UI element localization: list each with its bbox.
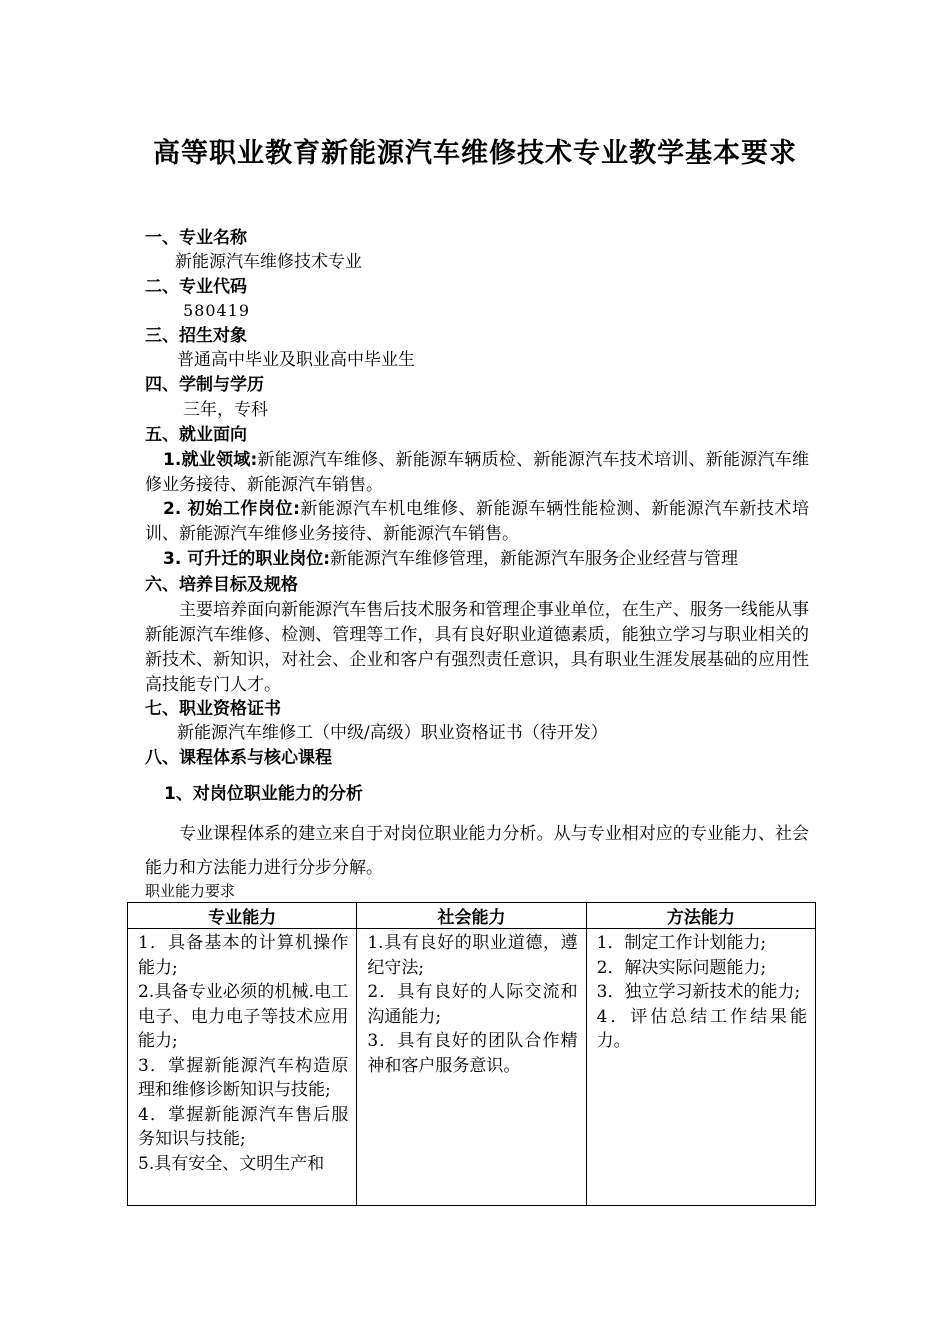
list-item: 1.具有良好的职业道德，遵纪守法; <box>367 933 578 978</box>
employment-item-2 <box>145 497 809 547</box>
employment-item-2-text: 新能源汽车机电维修、新能源车辆性能检测、新能源汽车新技术培训、新能源汽车维修业务接待、新能源汽车销售。 <box>145 499 809 544</box>
method-ability-cell <box>586 929 815 1206</box>
ability-table <box>127 902 816 1206</box>
enrollment-target: 普通高中毕业及职业高中毕业生 <box>177 350 415 370</box>
section-2-heading: 二、专业代码 <box>145 277 247 297</box>
employment-item-3-label: 3. 可升迁的职业岗位: <box>163 549 331 569</box>
qualification-cert: 新能源汽车维修工（中级/高级）职业资格证书（待开发） <box>177 723 608 743</box>
list-item: 2．具有良好的人际交流和沟通能力; <box>367 982 578 1027</box>
analysis-text: 专业课程体系的建立来自于对岗位职业能力分析。从与专业相对应的专业能力、社会能力和方法能力进行分步分解。 <box>145 824 809 878</box>
table-header: 社会能力 <box>357 903 586 929</box>
list-item: 3．具有良好的团队合作精神和客户服务意识。 <box>367 1031 578 1076</box>
list-item: 4．评估总结工作结果能力。 <box>596 1006 807 1051</box>
table-caption: 职业能力要求 <box>145 882 236 900</box>
duration-degree: 三年，专科 <box>183 400 268 420</box>
section-7-heading: 七、职业资格证书 <box>145 699 281 719</box>
section-6-heading: 六、培养目标及规格 <box>145 575 298 595</box>
employment-item-1-text: 新能源汽车维修、新能源车辆质检、新能源汽车技术培训、新能源汽车维修业务接待、新能源汽车销售。 <box>145 450 809 495</box>
major-code: 580419 <box>183 301 251 320</box>
list-item: 4．掌握新能源汽车售后服务知识与技能; <box>138 1104 349 1149</box>
subsection-heading: 1、对岗位职业能力的分析 <box>164 784 363 804</box>
page-title: 高等职业教育新能源汽车维修技术专业教学基本要求 <box>153 138 797 169</box>
social-ability-cell <box>357 929 586 1206</box>
section-1-heading: 一、专业名称 <box>145 228 247 248</box>
table-header: 方法能力 <box>586 903 815 929</box>
professional-ability-cell <box>128 929 357 1206</box>
list-item: 2．解决实际问题能力; <box>596 957 767 978</box>
list-item: 3．掌握新能源汽车构造原理和维修诊断知识与技能; <box>138 1055 349 1100</box>
section-5-heading: 五、就业面向 <box>145 425 247 445</box>
table-header: 专业能力 <box>128 903 357 929</box>
employment-item-2-label: 2. 初始工作岗位: <box>163 499 300 519</box>
training-goal: 主要培养面向新能源汽车售后技术服务和管理企事业单位，在生产、服务一线能从事新能源汽车维修、检测、管理等工作，具有良好职业道德素质，能独立学习与职业相关的新技术、新知识，对社会、企业和客户有强烈责任意识，具有职业生涯发展基础的应用性高技能专门人才。 <box>145 600 809 695</box>
list-item: 2.具备专业必须的机械.电工电子、电力电子等技术应用能力; <box>138 982 349 1051</box>
section-8-heading: 八、课程体系与核心课程 <box>145 748 332 768</box>
list-item: 5.具有安全、文明生产和 <box>138 1153 325 1174</box>
employment-item-1 <box>145 448 809 498</box>
section-3-heading: 三、招生对象 <box>145 326 247 346</box>
section-4-heading: 四、学制与学历 <box>145 375 264 395</box>
employment-item-3-text: 新能源汽车维修管理，新能源汽车服务企业经营与管理 <box>330 549 739 569</box>
list-item: 3．独立学习新技术的能力; <box>596 982 801 1002</box>
list-item: 1．制定工作计划能力; <box>596 933 767 953</box>
list-item: 1．具备基本的计算机操作能力; <box>138 933 349 978</box>
table-row <box>128 929 816 1206</box>
major-name: 新能源汽车维修技术专业 <box>175 252 362 272</box>
table-header-row <box>128 903 816 929</box>
employment-item-1-label: 1.就业领域: <box>163 450 258 470</box>
employment-item-3 <box>145 547 809 572</box>
